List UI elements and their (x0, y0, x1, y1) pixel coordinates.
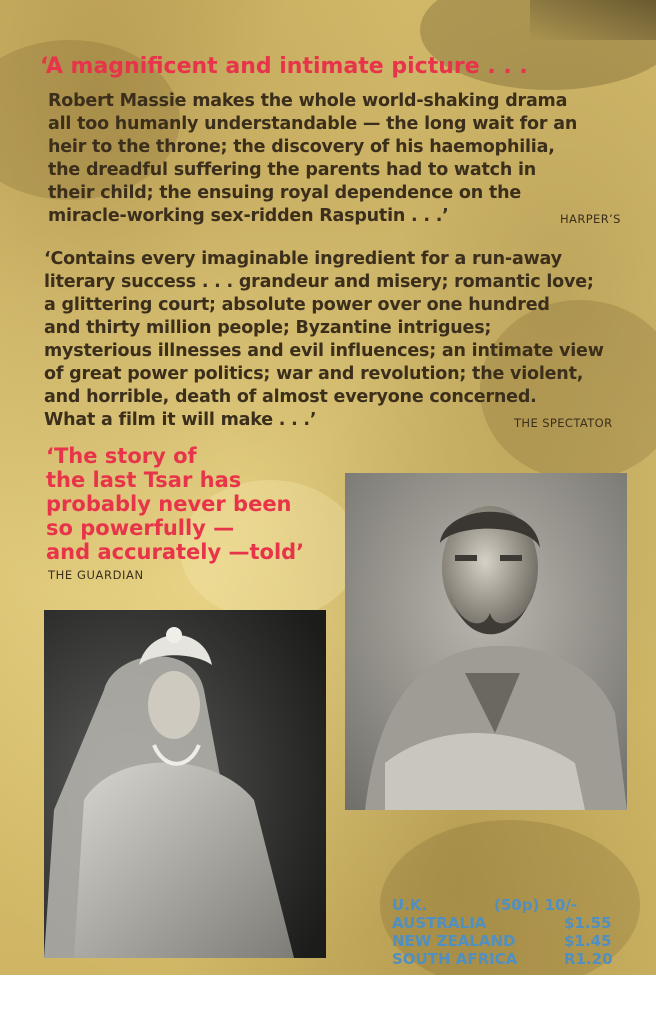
price-amount: $1.55 (564, 914, 612, 932)
review-3-line: ‘The story of (46, 444, 197, 468)
price-region: SOUTH AFRICA (392, 950, 518, 968)
review-1-line: all too humanly understandable — the long wait for an (48, 114, 578, 134)
review-3-line: probably never been (46, 492, 292, 516)
price-region: U.K. (392, 896, 428, 914)
review-3-quote (46, 444, 304, 564)
review-1-line: heir to the throne; the discovery of his haemophilia, (48, 137, 555, 157)
review-2-source: THE SPECTATOR (514, 416, 613, 430)
review-2-line: What a film it will make . . .’ (44, 410, 317, 430)
tsar-portrait-photo (345, 473, 627, 810)
review-1-line: the dreadful suffering the parents had to watch in (48, 160, 537, 180)
review-3-line: and accurately —told’ (46, 540, 305, 564)
tsar-portrait-illustration (345, 473, 627, 810)
review-3-line: so powerfully — (46, 516, 235, 540)
price-amount: (50p) 10/- (494, 896, 578, 914)
tsarina-portrait-photo (44, 610, 326, 958)
review-1-line: their child; the ensuing royal dependence on the (48, 183, 521, 203)
tsarina-portrait-illustration (44, 610, 326, 958)
review-2-text (44, 248, 604, 432)
review-3-line: the last Tsar has (46, 468, 242, 492)
review-1-line: miracle-working sex-ridden Rasputin . . .’ (48, 206, 449, 226)
price-region: AUSTRALIA (392, 914, 487, 932)
review-2-line: and horrible, death of almost everyone concerned. (44, 387, 537, 407)
review-3-source: THE GUARDIAN (48, 568, 144, 582)
torn-corner (530, 0, 656, 40)
review-1-text (48, 90, 577, 228)
review-2-line: of great power politics; war and revolution; the violent, (44, 364, 584, 384)
review-1-source: HARPER’S (560, 212, 621, 226)
price-region: NEW ZEALAND (392, 932, 516, 950)
review-1-line: Robert Massie makes the whole world-shaking drama (48, 91, 568, 111)
review-1-headline: ‘A magnificent and intimate picture . . . (40, 54, 528, 79)
price-amount: R1.20 (564, 950, 613, 968)
review-2-line: a glittering court; absolute power over one hundred (44, 295, 550, 315)
review-2-line: literary success . . . grandeur and misery; romantic love; (44, 272, 594, 292)
review-2-line: ‘Contains every imaginable ingredient for a run-away (44, 249, 562, 269)
review-2-line: mysterious illnesses and evil influences; an intimate view (44, 341, 604, 361)
review-2-line: and thirty million people; Byzantine intrigues; (44, 318, 492, 338)
price-amount: $1.45 (564, 932, 612, 950)
